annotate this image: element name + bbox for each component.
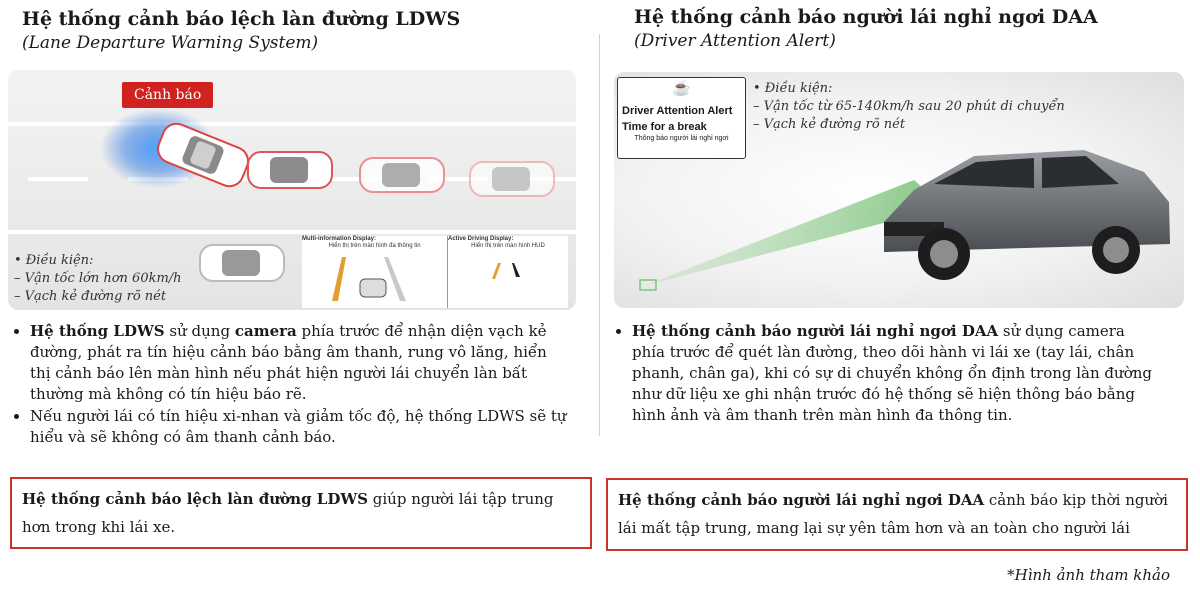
- daa-alert-card: [617, 77, 746, 159]
- multi-info-display-inset: [302, 236, 447, 308]
- hud-display-inset: [447, 236, 568, 308]
- hud-title: Active Driving Display:: [448, 236, 514, 242]
- coffee-cup-icon: ☕: [672, 80, 691, 97]
- daa-description: [614, 321, 1154, 427]
- reference-footnote: *Hình ảnh tham khảo: [1007, 566, 1170, 584]
- daa-summary-box: [606, 478, 1188, 551]
- ldws-bullet: • Hệ thống LDWS sử dụng camera phía trước để nhận diện vạch kẻ đường, phát ra tín hiệu cảnh báo bằng âm thanh, rung vô lăng, hiển thị cảnh báo lên màn hình nếu phát hiện người lái chuyển làn bất thường mà không có tín hiệu báo rẽ.: [30, 321, 567, 405]
- ldws-condition-item: – Vạch kẻ đường rõ nét: [14, 289, 167, 304]
- ldws-other-car: [470, 162, 554, 196]
- daa-subtitle: (Driver Attention Alert): [634, 31, 836, 51]
- warning-callout: Cảnh báo: [122, 82, 213, 108]
- column-divider: [599, 34, 600, 436]
- ldws-title: Hệ thống cảnh báo lệch làn đường LDWS: [22, 8, 461, 30]
- hud-graphic: [448, 249, 568, 305]
- ldws-bullet: • Nếu người lái có tín hiệu xi-nhan và giảm tốc độ, hệ thống LDWS sẽ tự hiểu và sẽ không có âm thanh cảnh báo.: [30, 406, 567, 448]
- daa-title: Hệ thống cảnh báo người lái nghỉ ngơi DAA: [634, 6, 1098, 28]
- mid-graphic: [302, 249, 447, 305]
- ldws-summary-box: [10, 477, 592, 549]
- daa-suv: [884, 150, 1170, 280]
- lane-target-marker: [640, 280, 656, 290]
- daa-card-caption: Thông báo người lái nghỉ ngơi: [634, 135, 729, 142]
- hud-caption: Hiển thị trên màn hình HUD: [471, 243, 545, 249]
- ldws-other-car: [200, 245, 284, 281]
- daa-summary-text: cảnh báo kịp thời người lái mất tập trung, mang lại sự yên tâm hơn và an toàn cho người lái: [618, 491, 1168, 537]
- mid-title: Multi-information Display:: [302, 236, 376, 242]
- daa-condition-item: – Vạch kẻ đường rõ nét: [753, 117, 906, 132]
- ldws-subtitle: (Lane Departure Warning System): [22, 33, 319, 53]
- daa-conditions-heading: • Điều kiện:: [753, 81, 833, 96]
- daa-summary-bold: Hệ thống cảnh báo người lái nghỉ ngơi DAA: [618, 491, 985, 509]
- ldws-description: [12, 321, 567, 449]
- ldws-summary-bold: Hệ thống cảnh báo lệch làn đường LDWS: [22, 490, 369, 508]
- daa-condition-item: – Vận tốc từ 65-140km/h sau 20 phút di chuyển: [753, 99, 1065, 114]
- ldws-conditions: [14, 252, 182, 306]
- ldws-summary-text: giúp người lái tập trung hơn trong khi lái xe.: [22, 490, 554, 536]
- mid-caption: Hiển thị trên màn hình đa thông tin: [328, 243, 421, 249]
- ldws-other-car: [360, 158, 444, 192]
- ldws-condition-item: – Vận tốc lớn hơn 60km/h: [14, 271, 182, 286]
- daa-conditions: [753, 80, 1065, 134]
- daa-card-title: Driver Attention Alert: [622, 105, 733, 117]
- daa-bullet: • Hệ thống cảnh báo người lái nghỉ ngơi DAA sử dụng camera phía trước để quét làn đường, theo dõi hành vi lái xe (tay lái, chân phanh, chân ga), khi có sự di chuyển không ổn định trong làn đường như dữ liệu xe ghi nhận trước đó hệ thống sẽ hiện thông báo bằng hình ảnh và âm thanh trên màn hình đa thông tin.: [632, 321, 1154, 426]
- ldws-other-car: [248, 152, 332, 188]
- ldws-conditions-heading: • Điều kiện:: [14, 253, 94, 268]
- daa-card-message: Time for a break: [622, 121, 707, 133]
